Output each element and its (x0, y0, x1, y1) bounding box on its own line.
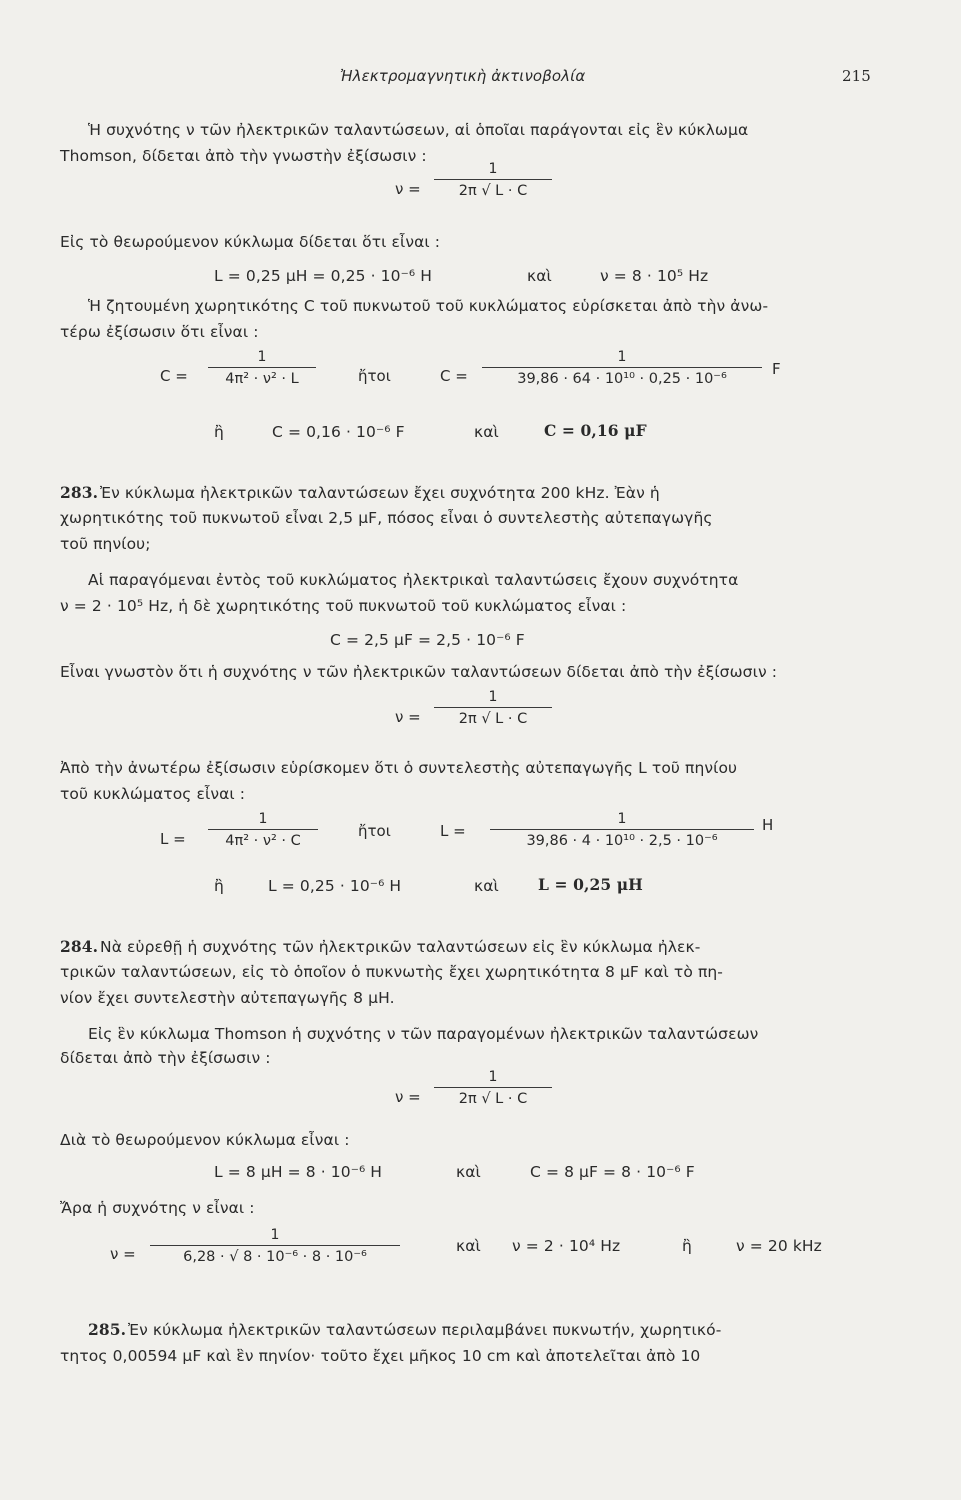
or-word: ἢ (682, 1237, 692, 1255)
problem-284-number: 284. (60, 937, 99, 956)
fraction-bar (434, 179, 552, 180)
fraction-bar (490, 829, 754, 830)
problem-285-number: 285. (88, 1320, 127, 1339)
problem-284-formula-lhs: ν = (395, 1088, 421, 1106)
fraction-denominator: 39,86 · 64 · 10¹⁰ · 0,25 · 10⁻⁶ (517, 371, 727, 387)
problem-283-question-line-2: χωρητικότης τοῦ πυκνωτοῦ εἶναι 2,5 μF, πόσος εἶναι ὁ συντελεστὴς αὐτεπαγωγῆς (60, 509, 713, 527)
inductance-final-answer: L = 0,25 μH (538, 875, 643, 894)
problem-284-answer-line-2: δίδεται ἀπὸ τὴν ἐξίσωσιν : (60, 1049, 271, 1067)
intro-line-3: Εἰς τὸ θεωρούμενον κύκλωμα δίδεται ὅτι εἶναι : (60, 233, 441, 251)
problem-284-answer-line-3: Διὰ τὸ θεωρούμενον κύκλωμα εἶναι : (60, 1131, 350, 1149)
capacitance-formula-fraction (208, 348, 316, 388)
fraction-numerator: 1 (488, 689, 498, 705)
problem-283-answer-line-2: ν = 2 · 10⁵ Hz, ἡ δὲ χωρητικότης τοῦ πυκνωτοῦ τοῦ κυκλώματος εἶναι : (60, 597, 627, 615)
problem-283-question-line-1: Ἐν κύκλωμα ἠλεκτρικῶν ταλαντώσεων ἔχει συχνότητα 200 kHz. Ἐὰν ἡ (100, 484, 660, 502)
problem-283-formula-fraction (434, 688, 552, 728)
capacitance-result: C = 0,16 · 10⁻⁶ F (272, 423, 405, 441)
problem-284-question-line-1: Νὰ εὑρεθῇ ἡ συχνότης τῶν ἠλεκτρικῶν ταλαντώσεων εἰς ἓν κύκλωμα ἠλεκ- (100, 938, 701, 956)
itoi-word: ἤτοι (358, 822, 391, 840)
problem-284-frequency-fraction (150, 1226, 400, 1266)
and-word: καὶ (527, 267, 552, 285)
and-word: καὶ (456, 1237, 481, 1255)
fraction-bar (150, 1245, 400, 1246)
running-header-title: Ἠλεκτρομαγνητικὴ ἀκτινοβολία (340, 67, 586, 85)
problem-284-given-capacitance: C = 8 μF = 8 · 10⁻⁶ F (530, 1163, 695, 1181)
inductance-formula-fraction (208, 810, 318, 850)
fraction-denominator: 39,86 · 4 · 10¹⁰ · 2,5 · 10⁻⁶ (526, 833, 718, 849)
problem-285-question-line-2: τητος 0,00594 μF καὶ ἓν πηνίον· τοῦτο ἔχει μῆκος 10 cm καὶ ἀποτελεῖται ἀπὸ 10 (60, 1347, 701, 1365)
fraction-bar (434, 707, 552, 708)
problem-284-given-inductance: L = 8 μH = 8 · 10⁻⁶ H (214, 1163, 383, 1181)
problem-283-answer-line-4: Ἀπὸ τὴν ἀνωτέρω ἐξίσωσιν εὑρίσκομεν ὅτι ὁ συντελεστὴς αὐτεπαγωγῆς L τοῦ πηνίου (60, 759, 738, 777)
fraction-numerator: 1 (617, 811, 627, 827)
and-word: καὶ (456, 1163, 481, 1181)
inductance-numeric-lhs: L = (440, 822, 466, 840)
problem-284-formula-fraction (434, 1068, 552, 1108)
problem-283-question-line-3: τοῦ πηνίου; (60, 535, 151, 553)
or-word: ἢ (214, 877, 224, 895)
intro-line-5: τέρω ἐξίσωσιν ὅτι εἶναι : (60, 323, 259, 341)
intro-line-1: Ἡ συχνότης ν τῶν ἠλεκτρικῶν ταλαντώσεων, αἱ ὁποῖαι παράγονται εἰς ἓν κύκλωμα (88, 121, 749, 139)
problem-284-question-line-2: τρικῶν ταλαντώσεων, εἰς τὸ ὁποῖον ὁ πυκνωτὴς ἔχει χωρητικότητα 8 μF καὶ τὸ πη- (60, 963, 723, 981)
page-number: 215 (842, 67, 871, 85)
problem-284-answer-line-4: Ἄρα ἡ συχνότης ν εἶναι : (60, 1199, 255, 1217)
capacitance-numeric-fraction (482, 348, 762, 388)
problem-284-frequency-lhs: ν = (110, 1245, 136, 1263)
fraction-denominator: 4π² · ν² · C (225, 833, 301, 849)
and-word: καὶ (474, 877, 499, 895)
problem-283-capacitance-value: C = 2,5 μF = 2,5 · 10⁻⁶ F (330, 631, 525, 649)
or-word: ἢ (214, 423, 224, 441)
inductance-result: L = 0,25 · 10⁻⁶ H (268, 877, 402, 895)
capacitance-numeric-lhs: C = (440, 367, 468, 385)
problem-284-frequency-result: ν = 2 · 10⁴ Hz (512, 1237, 621, 1255)
fraction-denominator: 4π² · ν² · L (225, 371, 299, 387)
intro-line-4: Ἡ ζητουμένη χωρητικότης C τοῦ πυκνωτοῦ τοῦ κυκλώματος εὑρίσκεται ἀπὸ τὴν ἀνω- (88, 297, 769, 315)
fraction-denominator: 2π √ L · C (458, 1091, 528, 1107)
intro-line-2: Thomson, δίδεται ἀπὸ τὴν γνωστὴν ἐξίσωσιν : (60, 147, 427, 165)
problem-284-question-line-3: νίον ἔχει συντελεστὴν αὐτεπαγωγῆς 8 μH. (60, 989, 395, 1007)
given-frequency: ν = 8 · 10⁵ Hz (600, 267, 709, 285)
fraction-bar (208, 367, 316, 368)
fraction-numerator: 1 (270, 1227, 280, 1243)
fraction-denominator: 2π √ L · C (458, 183, 528, 199)
problem-284-frequency-final: ν = 20 kHz (736, 1237, 822, 1255)
problem-283-answer-line-1: Αἱ παραγόμεναι ἐντὸς τοῦ κυκλώματος ἠλεκτρικαὶ ταλαντώσεις ἔχουν συχνότητα (88, 571, 739, 589)
fraction-bar (208, 829, 318, 830)
farad-unit: F (772, 360, 781, 378)
fraction-bar (482, 367, 762, 368)
problem-284-answer-line-1: Εἰς ἓν κύκλωμα Thomson ἡ συχνότης ν τῶν παραγομένων ἠλεκτρικῶν ταλαντώσεων (88, 1025, 759, 1043)
fraction-numerator: 1 (488, 161, 498, 177)
and-word: καὶ (474, 423, 499, 441)
inductance-formula-lhs: L = (160, 830, 186, 848)
problem-283-answer-line-3: Εἶναι γνωστὸν ὅτι ἡ συχνότης ν τῶν ἠλεκτρικῶν ταλαντώσεων δίδεται ἀπὸ τὴν ἐξίσωσιν : (60, 663, 778, 681)
thomson-formula-lhs: ν = (395, 180, 421, 198)
capacitance-formula-lhs: C = (160, 367, 188, 385)
thomson-formula-fraction (434, 160, 552, 200)
problem-283-answer-line-5: τοῦ κυκλώματος εἶναι : (60, 785, 246, 803)
fraction-denominator: 6,28 · √ 8 · 10⁻⁶ · 8 · 10⁻⁶ (183, 1249, 367, 1265)
problem-283-formula-lhs: ν = (395, 708, 421, 726)
given-inductance: L = 0,25 μH = 0,25 · 10⁻⁶ H (214, 267, 432, 285)
inductance-numeric-fraction (490, 810, 754, 850)
fraction-numerator: 1 (617, 349, 627, 365)
henry-unit: H (762, 816, 774, 834)
itoi-word: ἤτοι (358, 367, 391, 385)
fraction-denominator: 2π √ L · C (458, 711, 528, 727)
problem-285-question-line-1: Ἐν κύκλωμα ἠλεκτρικῶν ταλαντώσεων περιλαμβάνει πυκνωτήν, χωρητικό- (128, 1321, 722, 1339)
fraction-numerator: 1 (488, 1069, 498, 1085)
fraction-bar (434, 1087, 552, 1088)
capacitance-final-answer: C = 0,16 μF (544, 421, 647, 440)
problem-283-number: 283. (60, 483, 99, 502)
fraction-numerator: 1 (258, 811, 268, 827)
fraction-numerator: 1 (257, 349, 267, 365)
